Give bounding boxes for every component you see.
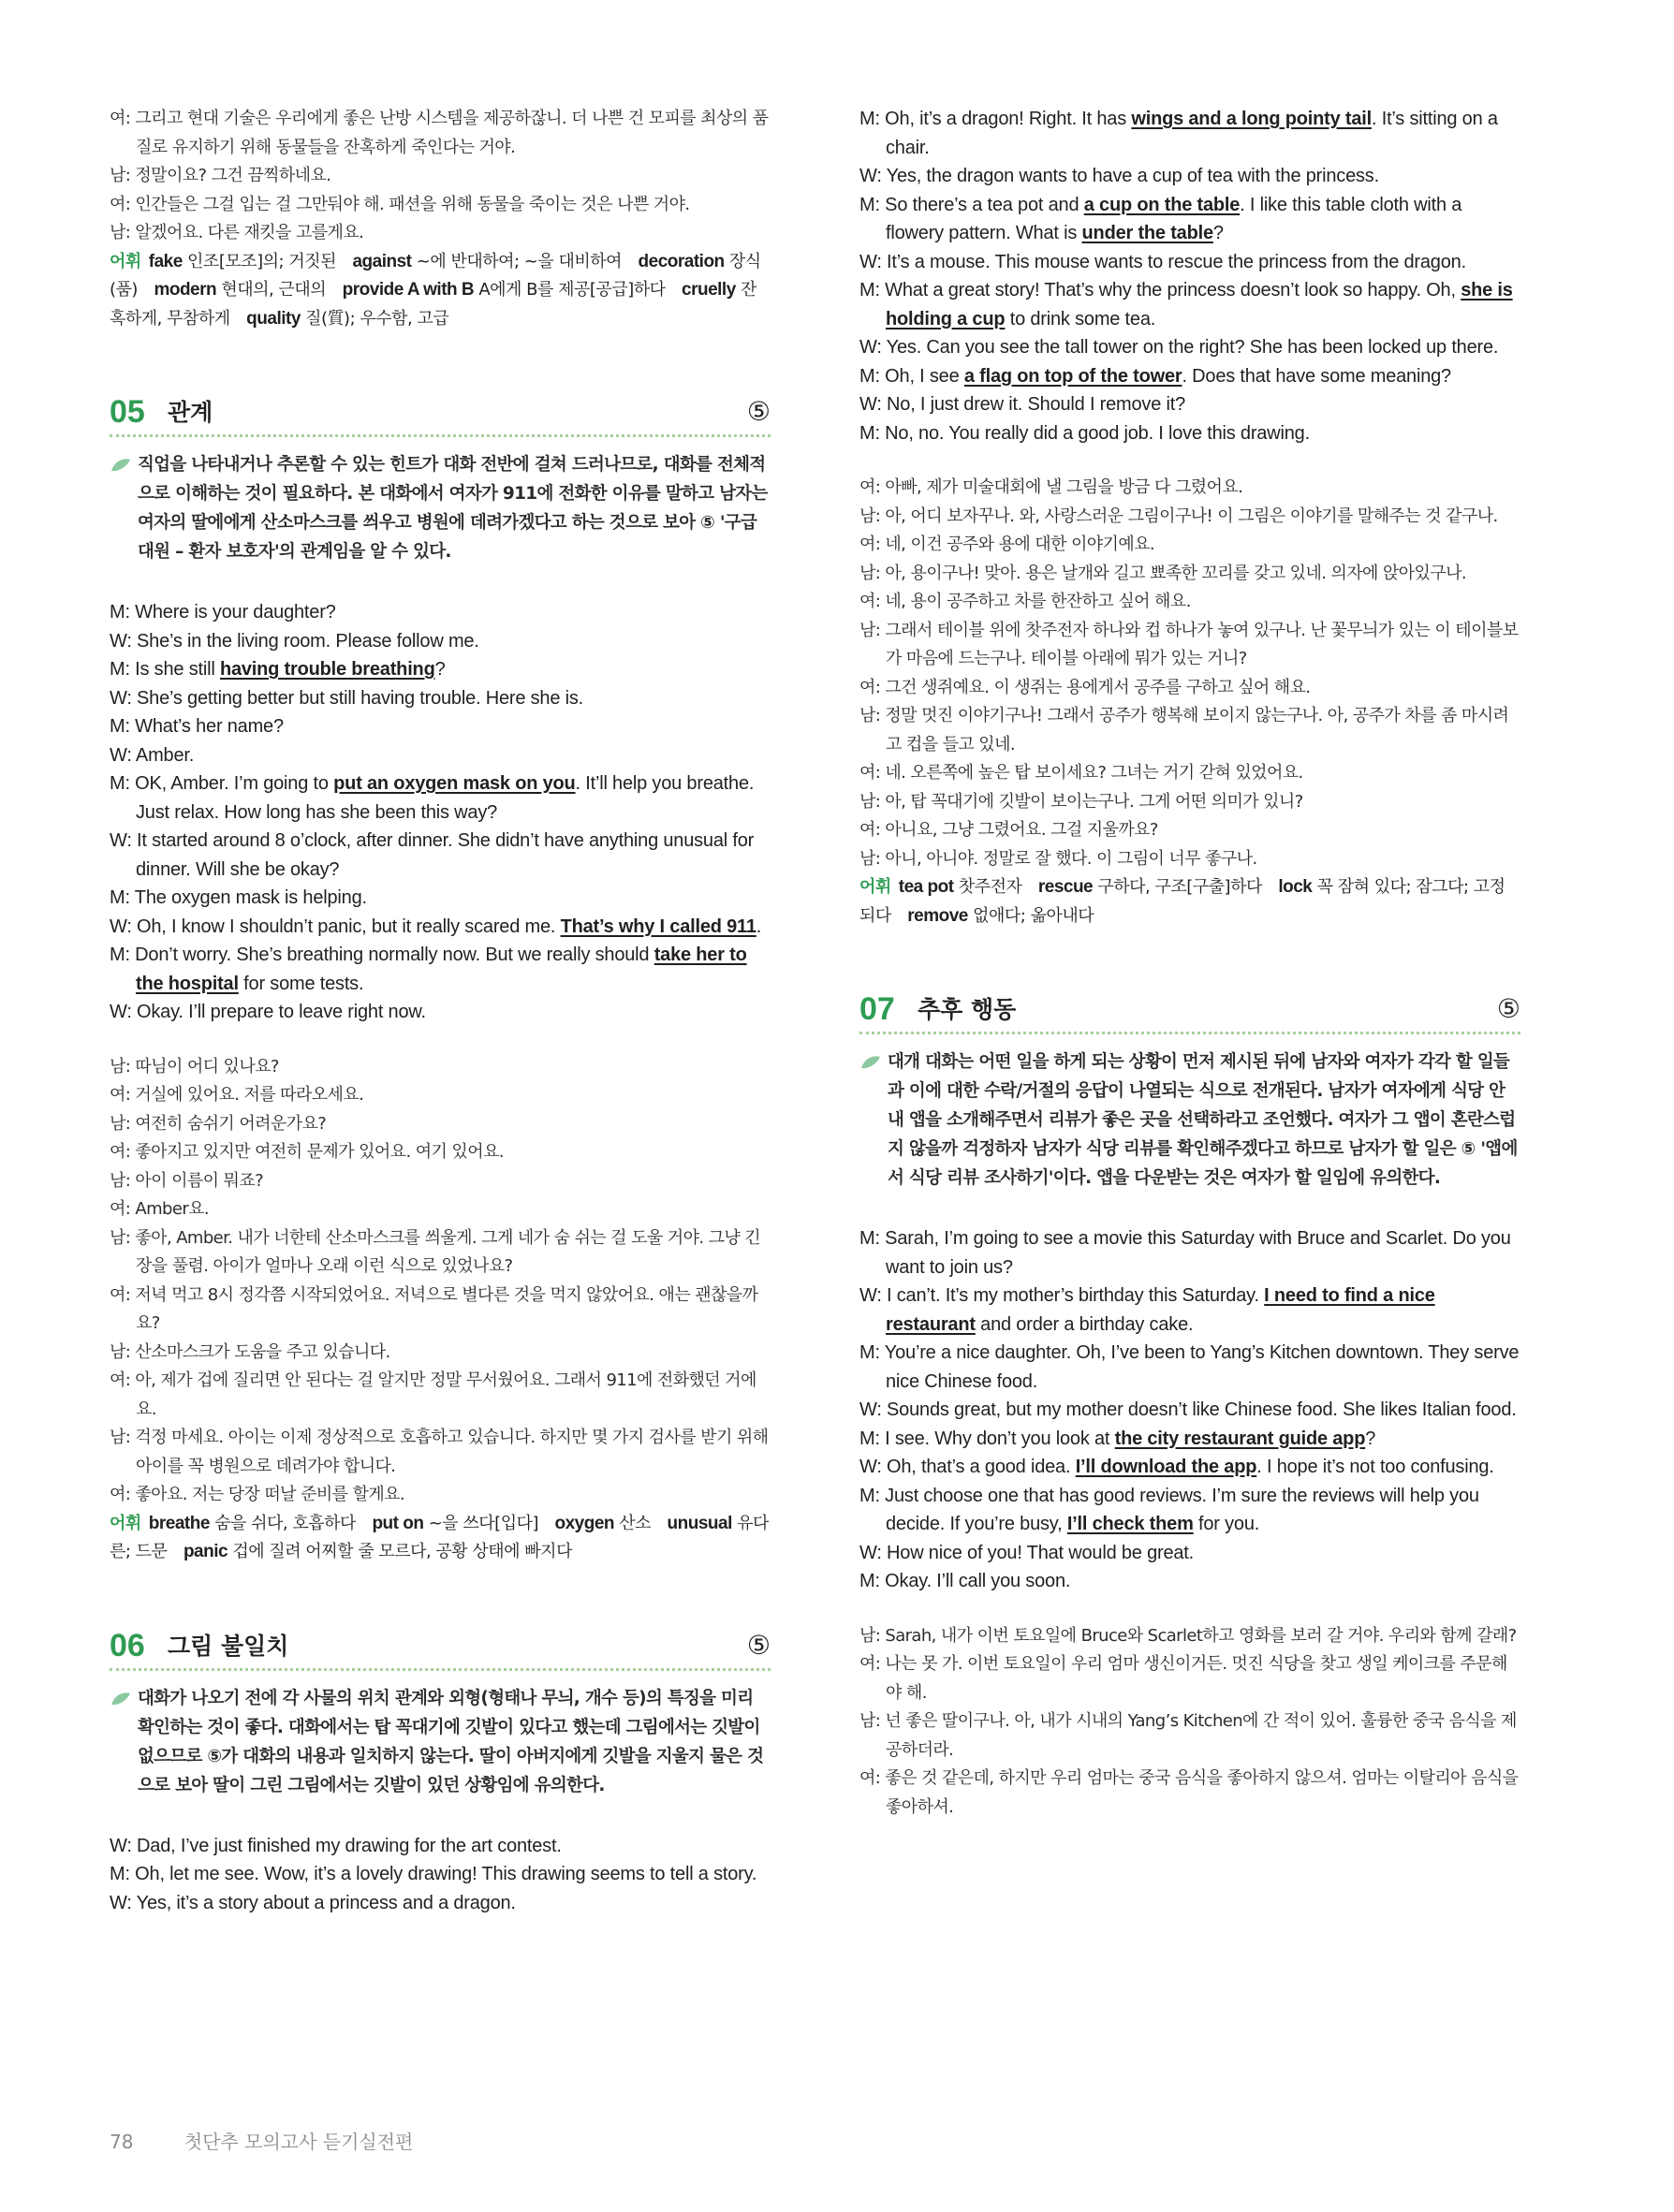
vocab-meaning: ~에 반대하여; ~을 대비하여 [416, 251, 623, 271]
dialogue-line: M: Oh, it’s a dragon! Right. It has wings and a long pointy tail. It’s sitting on a chair. [859, 109, 1498, 158]
vocab-word: cruelly [682, 280, 736, 300]
dialogue-line: W: How nice of you! That would be great. [859, 1542, 1195, 1563]
vocab-word: decoration [638, 251, 725, 271]
vocab-word: against [352, 251, 412, 271]
dialogue-line: M: No, no. You really did a good job. I love this drawing. [859, 422, 1310, 444]
translation-line: 남: 좋아, Amber. 내가 너한테 산소마스크를 씌울게. 그게 네가 숨 쉬는 걸 도울 거야. 그냥 긴장을 풀렴. 아이가 얼마나 오래 이런 식으로 있었나요? [110, 1227, 761, 1276]
dialogue-line: W: Oh, that’s a good idea. I’ll download the app. I hope it’s not too confusing. [859, 1457, 1494, 1477]
page-number: 78 [110, 2131, 134, 2153]
translation-line: 남: 그래서 테이블 위에 찻주전자 하나와 컵 하나가 놓여 있구나. 난 꽃무늬가 있는 이 테이블보가 마음에 드는구나. 테이블 아래에 뭐가 있는 거니? [859, 620, 1519, 668]
translation-line: 남: 알겠어요. 다른 재킷을 고를게요. [110, 223, 364, 242]
section-05-vocabulary [110, 1510, 771, 1567]
translation-line: 여: 저녁 먹고 8시 정각쯤 시작되었어요. 저녁으로 별다른 것을 먹지 않았어요. 애는 괜찮을까요? [110, 1284, 758, 1333]
dialogue-line: M: The oxygen mask is helping. [110, 887, 367, 908]
dialogue-line: M: What’s her name? [110, 716, 284, 737]
translation-line: 남: 아, 어디 보자꾸나. 와, 사랑스러운 그림이구나! 이 그림은 이야기를 말해주는 것 같구나. [859, 505, 1498, 526]
section-05-number: 05 [110, 394, 145, 430]
dialogue-line: W: Yes, it’s a story about a princess and a dragon. [110, 1892, 516, 1913]
vocab-label: 어휘 [859, 877, 891, 897]
section-06-dialogue-continued [859, 105, 1520, 447]
explanation-text: 대개 대화는 어떤 일을 하게 되는 상황이 먼저 제시된 뒤에 남자와 여자가 각각 할 일들과 이에 대한 수락/거절의 응답이 나열되는 식으로 전개된다. 남자가 여자에게 식당 안내 앱을 소개해주면서 리뷰가 좋은 곳을 선택하라고 조언했다. 여자가 그 앱이 혼란스럽지 않을까 걱정하자 남자가 식당 리뷰를 확인해주겠다고 하므로 남자가 할 일은 ⑤ '앱에서 식당 리뷰 조사하기'이다. 앱을 다운받는 것은 여자가 할 일임에 유의한다. [888, 1052, 1518, 1188]
section-04-vocabulary [110, 248, 771, 334]
vocab-word: rescue [1037, 877, 1094, 897]
section-06-header [110, 1627, 771, 1671]
section-07-title: 추후 행동 [918, 996, 1017, 1023]
vocab-meaning: 없애다; 옮아내다 [973, 905, 1094, 926]
section-06-answer: ⑤ [746, 1629, 771, 1661]
dialogue-line: M: I see. Why don’t you look at the city restaurant guide app? [859, 1428, 1376, 1449]
section-06-title: 그림 불일치 [168, 1632, 289, 1660]
vocab-meaning: 장식(품) [110, 251, 761, 300]
dialogue-line: W: Sounds great, but my mother doesn’t like Chinese food. She likes Italian food. [859, 1399, 1517, 1420]
section-06-dialogue [110, 1832, 771, 1918]
dialogue-line: W: Oh, I know I shouldn’t panic, but it really scared me. That’s why I called 911. [110, 916, 762, 937]
dialogue-line: W: Amber. [110, 744, 195, 766]
leaf-icon [859, 1055, 882, 1070]
vocab-word: breathe [148, 1513, 210, 1533]
vocab-meaning: 잔혹하게, 무참하게 [110, 280, 756, 329]
page-footer [110, 2127, 458, 2154]
vocab-meaning: 꼭 잠혀 있다; 잠그다; 고정되다 [859, 877, 1505, 926]
dialogue-line: W: She’s getting better but still having trouble. Here she is. [110, 687, 584, 709]
section-07-number: 07 [859, 991, 895, 1027]
key-phrase: under the table [1081, 223, 1213, 243]
vocab-meaning: 현대의, 근대의 [221, 280, 327, 300]
key-phrase: the city restaurant guide app [1114, 1428, 1366, 1449]
dialogue-line: M: Okay. I’ll call you soon. [859, 1571, 1071, 1591]
section-06-explanation [110, 1684, 771, 1800]
translation-line: 여: 거실에 있어요. 저를 따라오세요. [110, 1085, 364, 1105]
section-05-explanation [110, 450, 771, 566]
dialogue-line: W: She’s in the living room. Please follow me. [110, 630, 479, 652]
vocab-word: fake [148, 251, 183, 271]
key-phrase: I’ll download the app [1075, 1457, 1257, 1477]
dialogue-line: M: OK, Amber. I’m going to put an oxygen mask on you. It’ll help you breathe. Just relax. How long has she been this way? [110, 773, 755, 823]
translation-line: 남: 넌 좋은 딸이구나. 아, 내가 시내의 Yang’s Kitchen에 간 적이 있어. 훌륭한 중국 음식을 제공하더라. [859, 1711, 1517, 1760]
translation-line: 남: 아이 이름이 뭐죠? [110, 1170, 264, 1191]
key-phrase: a cup on the table [1083, 194, 1241, 215]
vocab-meaning: A에게 B를 제공[공급]하다 [478, 280, 666, 300]
translation-line: 여: 아, 제가 겁에 질리면 안 된다는 걸 알지만 정말 무서웠어요. 그래서 911에 전화했던 거에요. [110, 1370, 756, 1419]
vocab-meaning: 찻주전자 [958, 877, 1022, 897]
key-phrase: having trouble breathing [219, 659, 435, 680]
section-06-korean-translation [859, 474, 1520, 873]
translation-line: 남: 산소마스크가 도움을 주고 있습니다. [110, 1341, 390, 1362]
key-phrase: wings and a long pointy tail [1131, 109, 1372, 129]
explanation-text: 직업을 나타내거나 추론할 수 있는 힌트가 대화 전반에 걸쳐 드러나므로, 대화를 전체적으로 이해하는 것이 필요하다. 본 대화에서 여자가 911에 전화한 이유를 말하고 남자는 여자의 딸에에게 산소마스크를 씌우고 병원에 데려가겠다고 하는 것으로 보아 ⑤ '구급 대원 – 환자 보호자'의 관계임을 알 수 있다. [138, 455, 768, 562]
dialogue-line: M: So there’s a tea pot and a cup on the table. I like this table cloth with a flowery pattern. What is under the table? [859, 194, 1462, 243]
dialogue-line: M: Sarah, I’m going to see a movie this Saturday with Bruce and Scarlet. Do you want to join us? [859, 1228, 1511, 1278]
section-06-vocabulary [859, 873, 1520, 930]
dialogue-line: M: Oh, I see a flag on top of the tower. Does that have some meaning? [859, 365, 1451, 387]
dialogue-line: M: You’re a nice daughter. Oh, I’ve been to Yang’s Kitchen downtown. They serve nice Chinese food. [859, 1342, 1520, 1392]
leaf-icon [110, 1692, 132, 1707]
vocab-label: 어휘 [110, 1513, 141, 1533]
translation-line: 여: 네, 용이 공주하고 차를 한잔하고 싶어 해요. [859, 592, 1191, 611]
translation-line: 남: 정말 멋진 이야기구나! 그래서 공주가 행복해 보이지 않는구나. 아, 공주가 차를 좀 마시려고 컵을 들고 있네. [859, 706, 1509, 754]
key-phrase: I’ll check them [1066, 1514, 1194, 1534]
vocab-meaning: ~을 쓰다[입다] [428, 1513, 538, 1533]
translation-line: 남: 여전히 숨쉬기 어려운가요? [110, 1113, 327, 1134]
dialogue-line: W: I can’t. It’s my mother’s birthday this Saturday. I need to find a nice restaurant and order a birthday cake. [859, 1285, 1435, 1335]
translation-line: 여: 그리고 현대 기술은 우리에게 좋은 난방 시스템을 제공하잖니. 더 나쁜 건 모피를 최상의 품질로 유지하기 위해 동물들을 잔혹하게 죽인다는 거야. [110, 109, 769, 157]
vocab-meaning: 질(質); 우수함, 고급 [305, 308, 449, 329]
translation-line: 여: 나는 못 가. 이번 토요일이 우리 엄마 생신이거든. 멋진 식당을 찾고 생일 케이크를 주문해야 해. [859, 1654, 1507, 1703]
vocab-word: provide A with B [342, 280, 475, 300]
dialogue-line: M: Just choose one that has good reviews. I’m sure the reviews will help you decide. If you’re busy, I’ll check them for you. [859, 1485, 1479, 1534]
section-05-korean-translation [110, 1053, 771, 1510]
vocab-word: remove [907, 905, 968, 926]
vocab-meaning: 인조[모조]의; 거짓된 [187, 251, 336, 271]
left-column [110, 105, 771, 1917]
key-phrase: put an oxygen mask on you [333, 773, 576, 794]
vocab-word: lock [1278, 877, 1313, 897]
translation-line: 여: Amber요. [110, 1199, 210, 1219]
translation-line: 남: 아니, 아니야. 정말로 잘 했다. 이 그림이 너무 좋구나. [859, 848, 1257, 869]
translation-line: 남: 따님이 어디 있나요? [110, 1056, 279, 1077]
vocab-word: unusual [667, 1513, 732, 1533]
section-07-dialogue [859, 1224, 1520, 1596]
right-column [859, 105, 1520, 1822]
dialogue-line: M: Is she still having trouble breathing? [110, 659, 446, 680]
translation-line: 여: 좋은 것 같은데, 하지만 우리 엄마는 중국 음식을 좋아하지 않으셔. 엄마는 이탈리아 음식을 좋아하셔. [859, 1768, 1519, 1817]
dialogue-line: M: Where is your daughter? [110, 602, 336, 623]
translation-line: 남: Sarah, 내가 이번 토요일에 Bruce와 Scarlet하고 영화를 보러 갈 거야. 우리와 함께 갈래? [859, 1625, 1517, 1646]
translation-line: 여: 네. 오른쪽에 높은 탑 보이세요? 그녀는 거기 갇혀 있었어요. [859, 763, 1303, 783]
explanation-text: 대화가 나오기 전에 각 사물의 위치 관계와 외형(형태나 무늬, 개수 등)의 특징을 미리 확인하는 것이 좋다. 대화에서는 탑 꼭대기에 깃발이 있다고 했는데 그림에서는 깃발이 없으므로 ⑤가 대화의 내용과 일치하지 않는다. 딸이 아버지에게 깃발을 지울지 물은 것으로 보아 딸이 그린 그림에서는 깃발이 있던 상황임에 유의한다. [138, 1688, 764, 1795]
section-05-title: 관계 [168, 399, 213, 426]
dialogue-line: M: What a great story! That’s why the princess doesn’t look so happy. Oh, she is holding a cup to drink some tea. [859, 280, 1513, 330]
translation-line: 여: 네, 이건 공주와 용에 대한 이야기예요. [859, 535, 1155, 554]
vocab-word: put on [372, 1513, 424, 1533]
vocab-word: tea pot [898, 877, 954, 897]
vocab-meaning: 구하다, 구조[구출]하다 [1097, 877, 1262, 897]
dialogue-line: M: Don’t worry. She’s breathing normally now. But we really should take her to the hospital for some tests. [110, 945, 747, 994]
section-05-dialogue [110, 598, 771, 1027]
section-07-answer: ⑤ [1496, 993, 1520, 1024]
vocab-label: 어휘 [110, 251, 141, 271]
dialogue-line: W: No, I just drew it. Should I remove it? [859, 394, 1186, 415]
dialogue-line: M: Oh, let me see. Wow, it’s a lovely drawing! This drawing seems to tell a story. [110, 1864, 757, 1884]
dialogue-line: W: It’s a mouse. This mouse wants to rescue the princess from the dragon. [859, 251, 1466, 272]
vocab-meaning: 숨을 쉬다, 호흡하다 [214, 1513, 356, 1533]
key-phrase: take her to the hospital [136, 945, 747, 994]
book-title: 첫단추 모의고사 듣기실전편 [184, 2131, 414, 2153]
section-05-answer: ⑤ [746, 396, 771, 427]
key-phrase: I need to find a nice restaurant [886, 1285, 1435, 1335]
section-06-number: 06 [110, 1627, 145, 1663]
translation-line: 남: 아, 탑 꼭대기에 깃발이 보이는구나. 그게 어떤 의미가 있니? [859, 791, 1303, 812]
vocab-meaning: 겁에 질려 어찌할 줄 모르다, 공황 상태에 빠지다 [232, 1542, 572, 1561]
dialogue-line: W: Okay. I’ll prepare to leave right now. [110, 1002, 426, 1022]
vocab-word: panic [183, 1542, 228, 1561]
translation-line: 남: 아, 용이구나! 맞아. 용은 날개와 길고 뾰족한 꼬리를 갖고 있네. 의자에 앉아있구나. [859, 563, 1467, 583]
dialogue-line: W: Dad, I’ve just finished my drawing for the art contest. [110, 1835, 562, 1856]
vocab-meaning: 유다른; 드문 [110, 1513, 769, 1561]
dialogue-line: W: Yes. Can you see the tall tower on the right? She has been locked up there. [859, 337, 1499, 358]
key-phrase: she is holding a cup [886, 280, 1513, 330]
vocab-meaning: 산소 [619, 1513, 652, 1533]
vocab-word: modern [154, 280, 217, 300]
translation-line: 여: 좋아요. 저는 당장 떠날 준비를 할게요. [110, 1485, 405, 1504]
section-05-header [110, 393, 771, 437]
translation-line: 여: 아니요, 그냥 그렸어요. 그걸 지울까요? [859, 820, 1158, 840]
translation-line: 여: 그건 생쥐예요. 이 생쥐는 용에게서 공주를 구하고 싶어 해요. [859, 677, 1311, 697]
translation-line: 남: 걱정 마세요. 아이는 이제 정상적으로 호흡하고 있습니다. 하지만 몇 가지 검사를 받기 위해 아이를 꼭 병원으로 데려가야 합니다. [110, 1428, 769, 1476]
dialogue-line: W: It started around 8 o’clock, after dinner. She didn’t have anything unusual for dinner. Will she be okay? [110, 830, 755, 880]
key-phrase: That’s why I called 911 [560, 916, 756, 937]
translation-line: 남: 정말이요? 그건 끔찍하네요. [110, 166, 331, 185]
section-07-explanation [859, 1047, 1520, 1193]
translation-line: 여: 인간들은 그걸 입는 걸 그만둬야 해. 패션을 위해 동물을 죽이는 것은 나쁜 거야. [110, 194, 690, 214]
section-04-korean-translation [110, 105, 771, 248]
key-phrase: a flag on top of the tower [963, 365, 1182, 387]
section-07-header [859, 990, 1520, 1034]
vocab-word: oxygen [554, 1513, 615, 1533]
leaf-icon [110, 458, 132, 473]
vocab-word: quality [246, 308, 301, 329]
dialogue-line: W: Yes, the dragon wants to have a cup of tea with the princess. [859, 166, 1379, 186]
section-07-korean-translation [859, 1622, 1520, 1823]
translation-line: 여: 아빠, 제가 미술대회에 낼 그림을 방금 다 그렸어요. [859, 477, 1243, 497]
translation-line: 여: 좋아지고 있지만 여전히 문제가 있어요. 여기 있어요. [110, 1142, 504, 1162]
